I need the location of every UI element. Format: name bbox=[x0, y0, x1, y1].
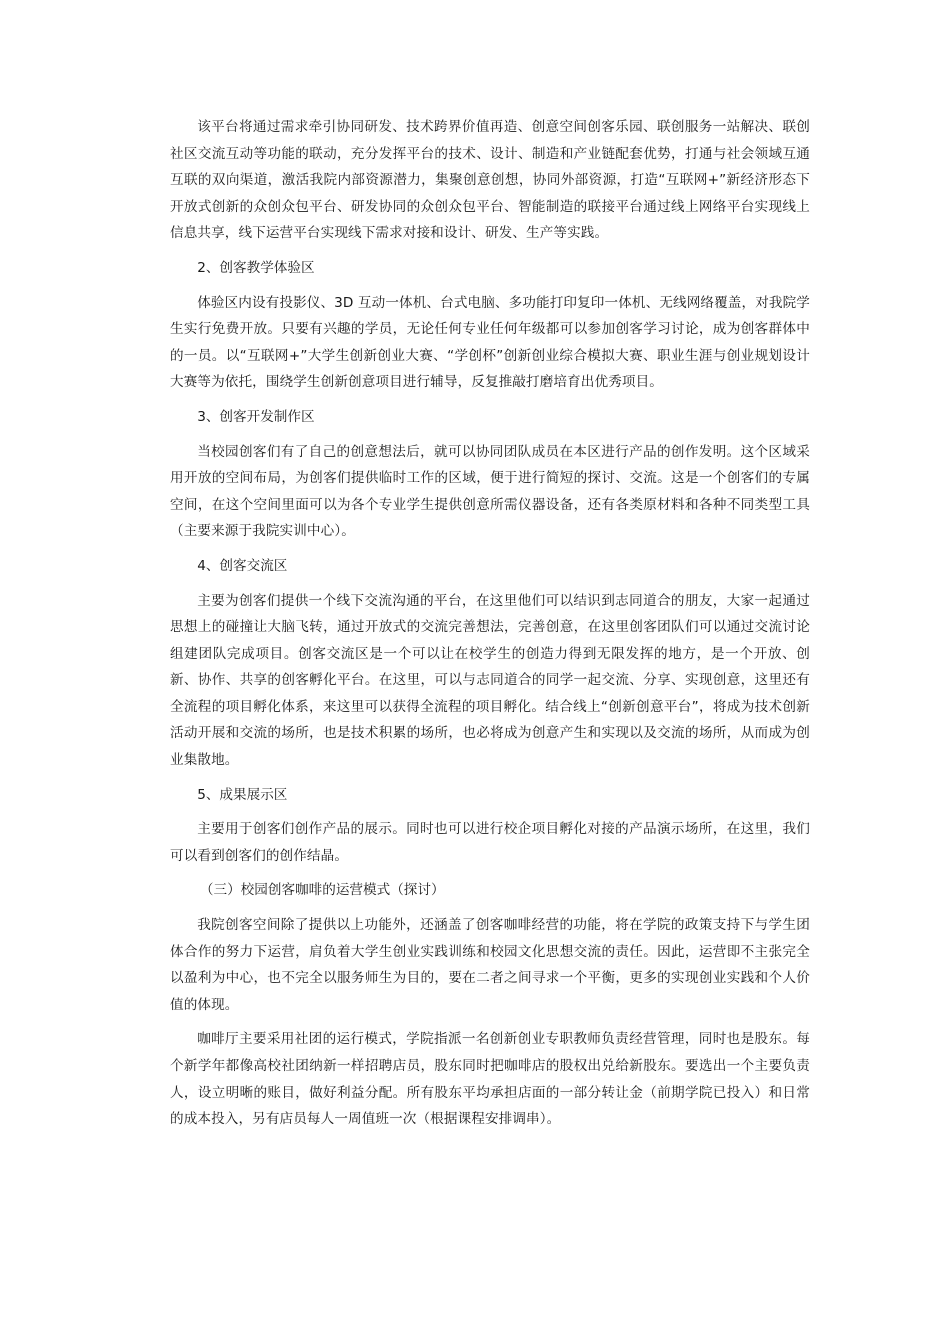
document-page bbox=[170, 114, 810, 1133]
development-paragraph: 当校园创客们有了自己的创意想法后，就可以协同团队成员在本区进行产品的创作发明。这个区域采用开放的空间布局，为创客们提供临时工作的区域，便于进行简短的探讨、交流。这是一个创客们的专属空间，在这个空间里面可以为各个专业学生提供创意所需仪器设备，还有各类原材料和各种不同类型工具（主要来源于我院实训中心）。 bbox=[170, 443, 810, 540]
intro-paragraph: 该平台将通过需求牵引协同研发、技术跨界价值再造、创意空间创客乐园、联创服务一站解决、联创社区交流互动等功能的联动，充分发挥平台的技术、设计、制造和产业链配套优势，打通与社会领域互通互联的双向渠道，激活我院内部资源潜力，集聚创意创想，协同外部资源，打造“互联网+”新经济形态下开放式创新的众创众包平台、研发协同的众创众包平台、智能制造的联接平台通过线上网络平台实现线上信息共享，线下运营平台实现线下需求对接和设计、研发、生产等实践。 bbox=[170, 119, 810, 242]
section-heading-teaching-experience: 2、创客教学体验区 bbox=[197, 259, 315, 276]
teaching-experience-paragraph: 体验区内设有投影仪、3D 互动一体机、台式电脑、多功能打印复印一体机、无线网络覆盖，对我院学生实行免费开放。只要有兴趣的学员，无论任何专业任何年级都可以参加创客学习讨论，成为创客群体中的一员。以“互联网+”大学生创新创业大赛、“学创杯”创新创业综合模拟大赛、职业生涯与创业规划设计大赛等为依托，围绕学生创新创意项目进行辅导，反复推敲打磨培育出优秀项目。 bbox=[170, 294, 810, 391]
section-heading-development: 3、创客开发制作区 bbox=[197, 408, 315, 425]
subsection-heading-cafe-operation: （三）校园创客咖啡的运营模式（探讨） bbox=[199, 882, 445, 899]
cafe-operation-paragraph: 咖啡厅主要采用社团的运行模式，学院指派一名创新创业专职教师负责经营管理，同时也是股东。每个新学年都像高校社团纳新一样招聘店员，股东同时把咖啡店的股权出兑给新股东。要选出一个主要负责人，设立明晰的账目，做好利益分配。所有股东平均承担店面的一部分转让金（前期学院已投入）和日常的成本投入，另有店员每人一周值班一次（根据课程安排调串）。 bbox=[170, 1031, 810, 1128]
section-heading-exchange: 4、创客交流区 bbox=[197, 557, 288, 574]
showcase-paragraph: 主要用于创客们创作产品的展示。同时也可以进行校企项目孵化对接的产品演示场所，在这里，我们可以看到创客们的创作结晶。 bbox=[170, 821, 810, 864]
exchange-paragraph: 主要为创客们提供一个线下交流沟通的平台，在这里他们可以结识到志同道合的朋友，大家一起通过思想上的碰撞让大脑飞转，通过开放式的交流完善想法，完善创意，在这里创客团队们可以通过交流讨论组建团队完成项目。创客交流区是一个可以让在校学生的创造力得到无限发挥的地方，是一个开放、创新、协作、共享的创客孵化平台。在这里，可以与志同道合的同学一起交流、分享、实现创意，这里还有全流程的项目孵化体系，来这里可以获得全流程的项目孵化。结合线上“创新创意平台”，将成为技术创新活动开展和交流的场所，也是技术积累的场所，也必将成为创意产生和实现以及交流的场所，从而成为创业集散地。 bbox=[170, 592, 810, 769]
cafe-function-paragraph: 我院创客空间除了提供以上功能外，还涵盖了创客咖啡经营的功能，将在学院的政策支持下与学生团体合作的努力下运营，肩负着大学生创业实践训练和校园文化思想交流的责任。因此，运营即不主张完全以盈利为中心，也不完全以服务师生为目的，要在二者之间寻求一个平衡，更多的实现创业实践和个人价值的体现。 bbox=[170, 917, 810, 1013]
section-heading-showcase: 5、成果展示区 bbox=[197, 786, 288, 803]
